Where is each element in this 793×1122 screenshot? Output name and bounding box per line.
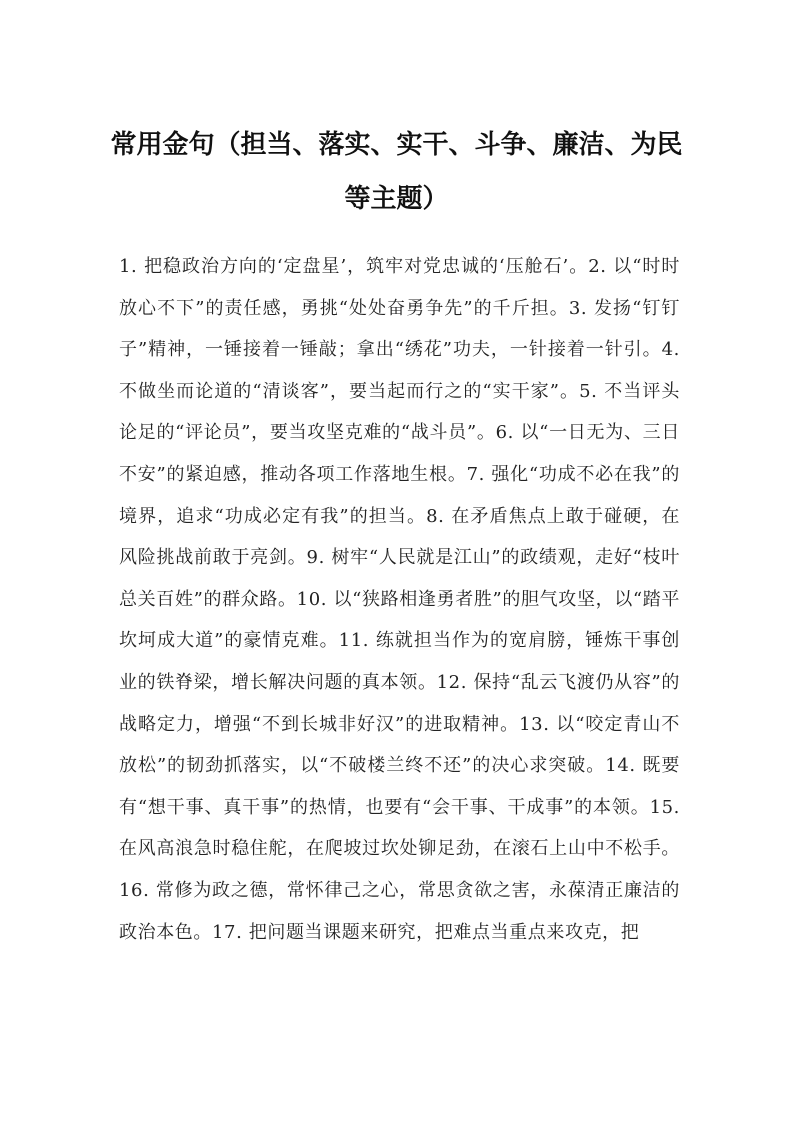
document-body-paragraph: 1. 把稳政治方向的‘定盘星’，筑牢对党忠诚的‘压舱石’。2. 以“时时放心不下”的责任感，勇挑“处处奋勇争先”的千斤担。3. 发扬“钉钉子”精神，一锤接着一锤敲；拿出“绣花”功夫，一针接着一针引。4. 不做坐而论道的“清谈客”，要当起而行之的“实干家”。5. 不当评头论足的“评论员”，要当攻坚克难的“战斗员”。6. 以“一日无为、三日不安”的紧迫感，推动各项工作落地生根。7. 强化“功成不必在我”的境界，追求“功成必定有我”的担当。8. 在矛盾焦点上敢于碰硬，在风险挑战前敢于亮剑。9. 树牢“人民就是江山”的政绩观，走好“枝叶总关百姓”的群众路。10. 以“狭路相逢勇者胜”的胆气攻坚，以“踏平坎坷成大道”的豪情克难。11. 练就担当作为的宽肩膀，锤炼干事创业的铁脊梁，增长解决问题的真本领。12. 保持“乱云飞渡仍从容”的战略定力，增强“不到长城非好汉”的进取精神。13. 以“咬定青山不放松”的韧劲抓落实，以“不破楼兰终不还”的决心求突破。14. 既要有“想干事、真干事”的热情，也要有“会干事、干成事”的本领。15. 在风高浪急时稳住舵，在爬坡过坎处铆足劲，在滚石上山中不松手。16. 常修为政之德，常怀律己之心，常思贪欲之害，永葆清正廉洁的政治本色。17. 把问题当课题来研究，把难点当重点来攻克，把	[119, 256, 680, 943]
document-title: 常用金句（担当、落实、实干、斗争、廉洁、为民等主题）	[110, 130, 683, 214]
